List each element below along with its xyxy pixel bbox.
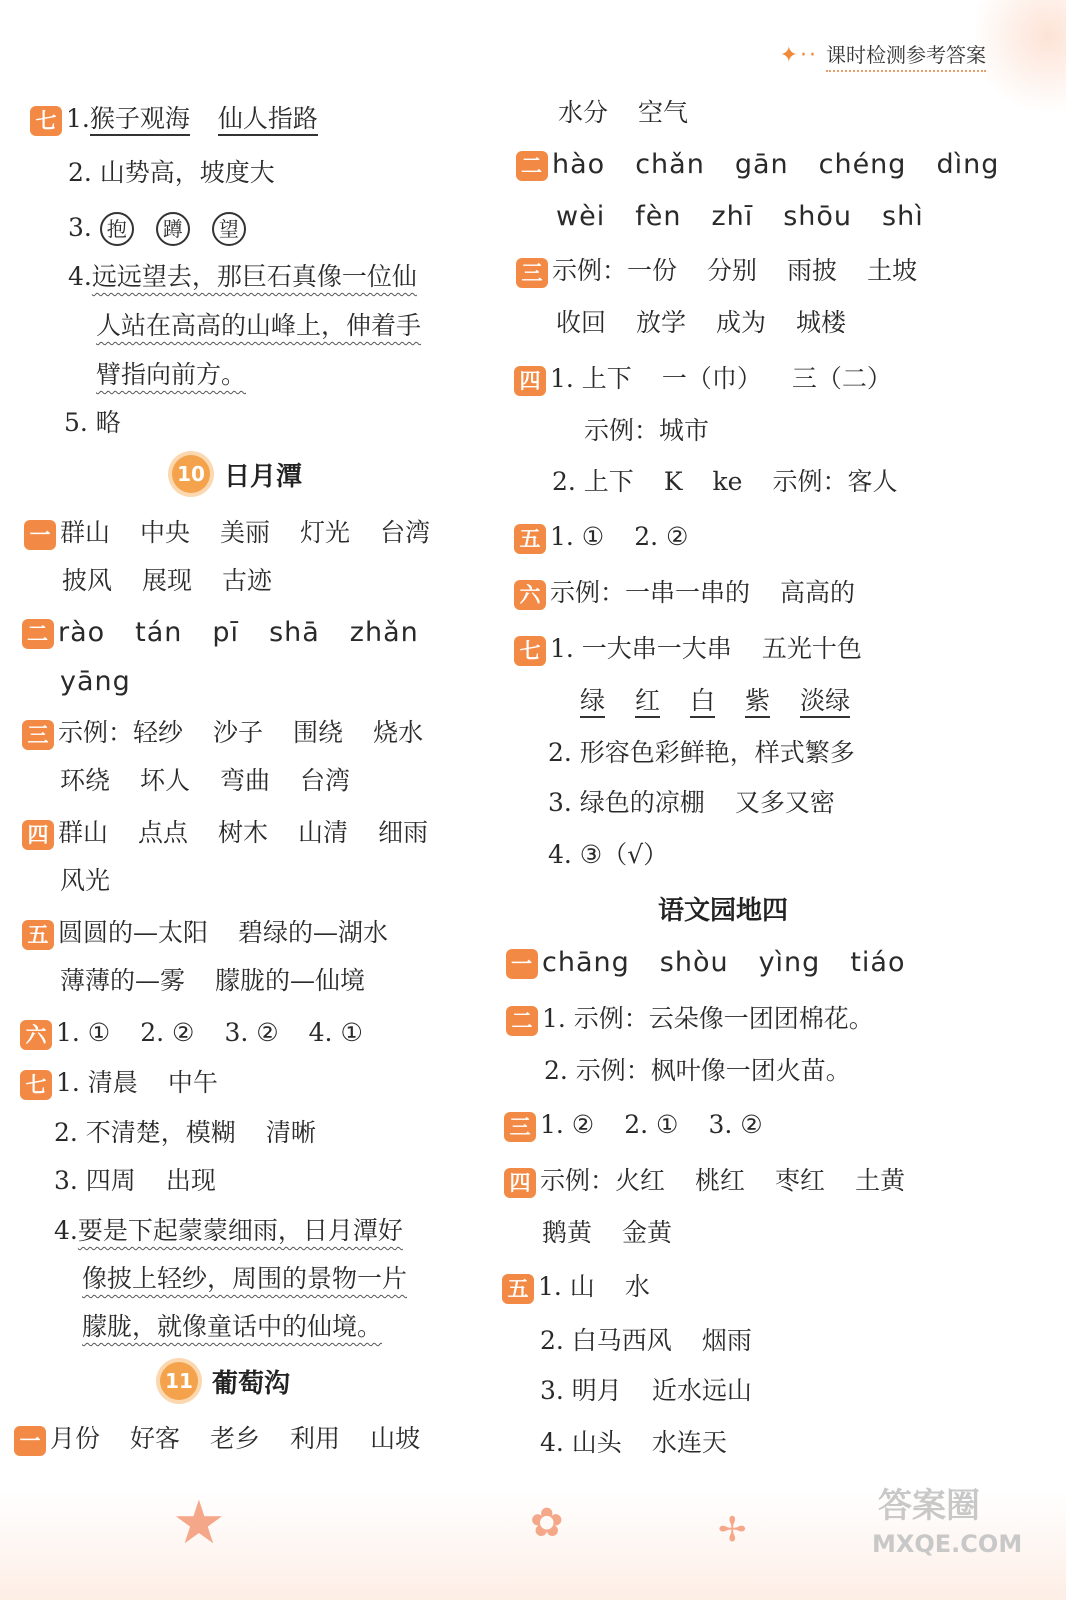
l11-3-row1: 三 示例：一份 分别 雨披 土坡 xyxy=(516,254,947,288)
page-header xyxy=(780,38,986,72)
l11-7-i4: 4. ③（√） xyxy=(548,840,669,869)
answer-1a: 猴子观海 xyxy=(90,104,190,136)
l11-7-i1: 七 1. 一大串一大串 五光十色 xyxy=(514,632,892,666)
corner-decoration xyxy=(976,0,1066,120)
circled-char: 望 xyxy=(212,212,246,246)
circled-char: 蹲 xyxy=(156,212,190,246)
lesson-11-title: 11 葡萄沟 xyxy=(160,1362,290,1400)
g4-4-row1: 四 示例：火红 桃红 枣红 土黄 xyxy=(504,1164,935,1198)
watermark-logo: 答案圈 xyxy=(878,1486,980,1526)
g4-1-row: 一 chāng shòu yìng tiáo xyxy=(506,946,935,980)
l10-4-row2: 风光 xyxy=(60,866,111,895)
lesson-number-badge: 11 xyxy=(160,1362,198,1400)
l10-3-row2: 环绕 坏人 弯曲 台湾 xyxy=(60,766,351,795)
shell-icon: ✢ xyxy=(718,1510,747,1550)
g4-5-i1: 五 1. 山 水 xyxy=(502,1270,680,1304)
l11-2-row2: wèi fèn zhī shōu shì xyxy=(556,201,924,232)
l11-4-example: 示例：城市 xyxy=(584,416,710,445)
l11-5-row: 五 1. ① 2. ② xyxy=(514,520,718,554)
star-icon: ★ xyxy=(172,1488,226,1558)
header-title: 课时检测参考答案 xyxy=(826,39,986,72)
l11-4-i2: 2. 上下 K ke 示例：客人 xyxy=(552,467,898,496)
l-s7-line1: 七 1.猴子观海 仙人指路 xyxy=(30,102,318,136)
l-s7-line2: 2. 山势高，坡度大 xyxy=(68,158,275,187)
l11-3-row2: 收回 放学 成为 城楼 xyxy=(556,308,847,337)
coral-icon: ✿ xyxy=(530,1500,564,1546)
l10-5-row2: 薄薄的—雾 朦胧的—仙境 xyxy=(60,966,366,995)
answer-1b: 仙人指路 xyxy=(218,104,318,136)
l10-7-i3: 3. 四周 出现 xyxy=(54,1166,216,1195)
l11-2-row1: 二 hào chǎn gān chéng dìng xyxy=(516,148,1029,182)
g4-4-row2: 鹅黄 金黄 xyxy=(542,1218,673,1247)
l10-4-row1: 四 群山 点点 树木 山清 细雨 xyxy=(22,816,458,850)
section-badge: 七 xyxy=(30,106,62,136)
l10-2-row1: 二 rào tán pī shā zhǎn xyxy=(22,616,449,650)
g4-5-i3: 3. 明月 近水远山 xyxy=(540,1376,752,1405)
l10-7-i2: 2. 不清楚，模糊 清晰 xyxy=(54,1118,316,1147)
l10-6-row: 六 1. ① 2. ② 3. ② 4. ① xyxy=(20,1016,393,1050)
l10-1-row2: 披风 展现 古迹 xyxy=(62,566,273,595)
l-s7-line4b: 人站在高高的山峰上，伸着手 xyxy=(96,311,422,340)
l10-1-row1: 一 群山 中央 美丽 灯光 台湾 xyxy=(24,516,460,550)
l10-7-i1: 七 1. 清晨 中午 xyxy=(20,1066,248,1100)
lesson-10-title: 10 日月潭 xyxy=(172,455,302,493)
l-s7-line4c: 臂指向前方。 xyxy=(96,360,247,389)
watermark-url: MXQE.COM xyxy=(872,1530,1023,1558)
l11-7-i2: 2. 形容色彩鲜艳，样式繁多 xyxy=(548,738,855,767)
l10-3-row1: 三 示例：轻纱 沙子 围绕 烧水 xyxy=(22,716,453,750)
g4-5-i2: 2. 白马西风 烟雨 xyxy=(540,1326,752,1355)
l-s7-line5: 5. 略 xyxy=(64,408,121,437)
l10-2-row2: yāng xyxy=(60,666,131,697)
g4-2-i1: 二 1. 示例：云朵像一团团棉花。 xyxy=(506,1002,874,1036)
l11-1-row1: 一 月份 好客 老乡 利用 山坡 xyxy=(14,1422,450,1456)
g4-5-i4: 4. 山头 水连天 xyxy=(540,1428,727,1457)
garden-4-title: 语文园地四 xyxy=(658,896,789,926)
g4-3-row: 三 1. ② 2. ① 3. ② xyxy=(504,1108,793,1142)
l10-5-row1: 五 圆圆的—太阳 碧绿的—湖水 xyxy=(22,916,418,950)
l-s7-line4: 4.远远望去，那巨石真像一位仙 xyxy=(68,262,417,291)
l10-7-i4a: 4.要是下起蒙蒙细雨，日月潭好 xyxy=(54,1216,403,1245)
l10-7-i4b: 像披上轻纱，周围的景物一片 xyxy=(82,1264,408,1293)
l10-7-i4c: 朦胧，就像童话中的仙境。 xyxy=(82,1312,383,1341)
l11-7-i3: 3. 绿色的凉棚 又多又密 xyxy=(548,788,835,817)
lesson-number-badge: 10 xyxy=(172,455,210,493)
l11-1-row2: 水分 空气 xyxy=(558,98,689,127)
g4-2-i2: 2. 示例：枫叶像一团火苗。 xyxy=(544,1056,851,1085)
l11-6-row: 六 示例：一串一串的 高高的 xyxy=(514,576,885,610)
l-s7-line3: 3. 抱 蹲 望 xyxy=(68,211,268,246)
circled-char: 抱 xyxy=(100,212,134,246)
sparkle-icon: ✦·· xyxy=(779,42,818,68)
l11-4-i1: 四 1. 上下 一（巾） 三（二） xyxy=(514,362,922,396)
l11-7-colors: 绿 红 白 紫 淡绿 xyxy=(580,684,880,718)
